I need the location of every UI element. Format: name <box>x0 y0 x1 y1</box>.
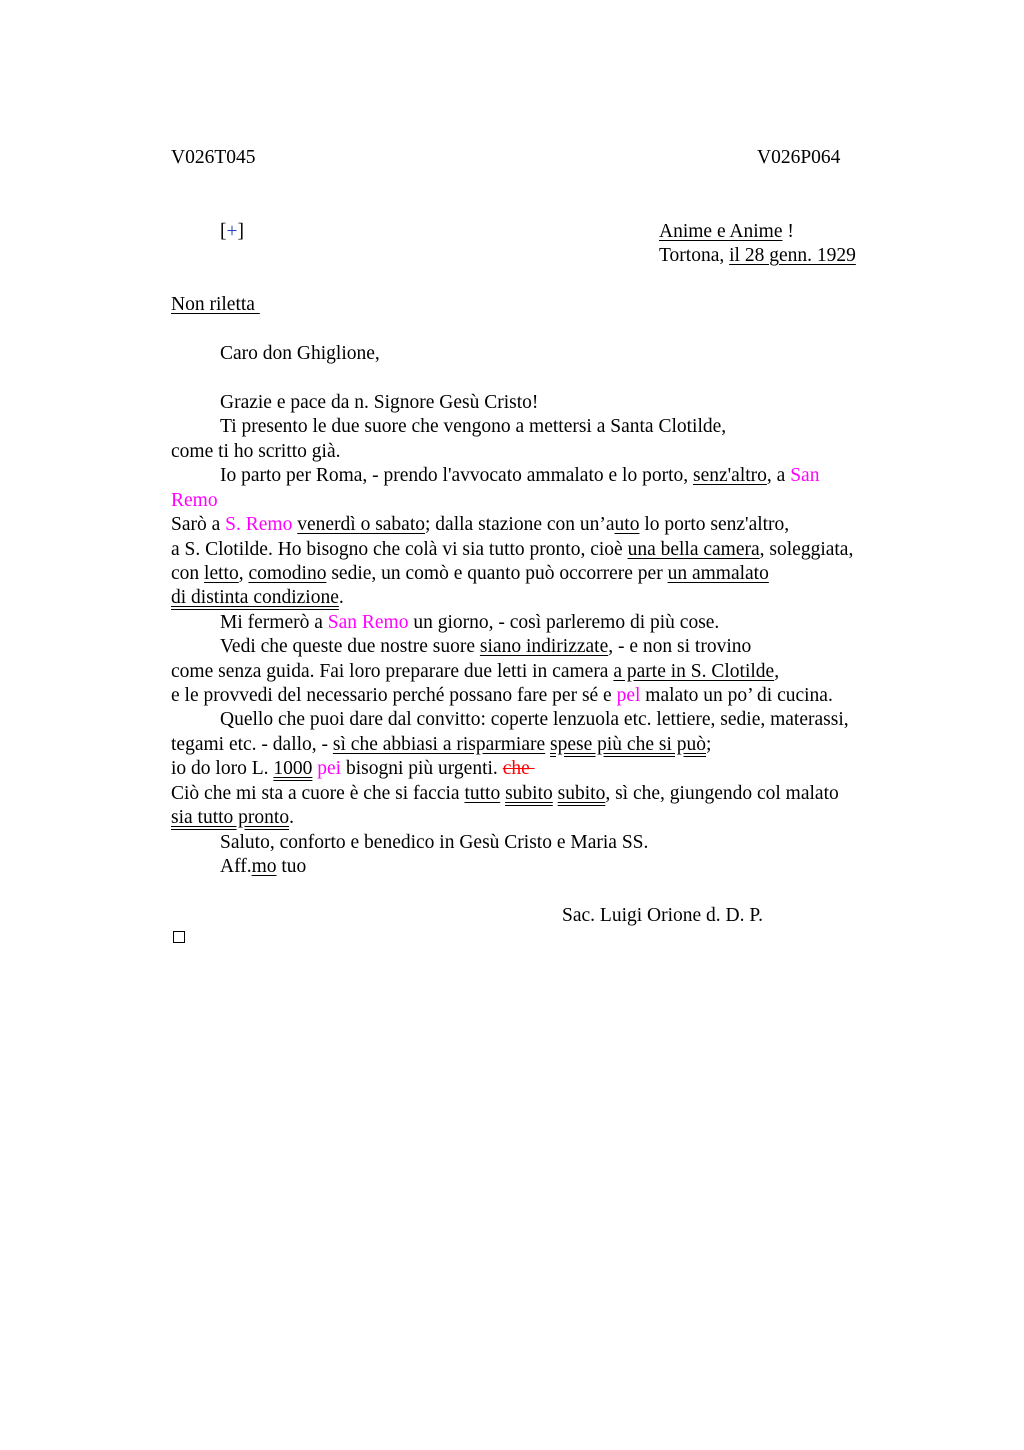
body-line: Saluto, conforto e benedico in Gesù Cristo e Maria SS. <box>220 832 649 853</box>
place-name: S. Remo <box>225 514 293 535</box>
correction-word: pei <box>317 758 342 779</box>
correction-word: pel <box>616 685 641 706</box>
body-line: Io parto per Roma, - prendo l'avvocato ammalato e lo porto, senz'altro, a San <box>220 465 820 486</box>
body-line: Grazie e pace da n. Signore Gesù Cristo! <box>220 392 539 413</box>
body-line: Mi fermerò a San Remo un giorno, - così parleremo di più cose. <box>220 612 720 633</box>
body-line: Vedi che queste due nostre suore siano indirizzate, - e non si trovino <box>220 636 752 657</box>
closing: Aff.mo tuo <box>220 856 307 877</box>
place-name: Remo <box>171 490 218 511</box>
left-code: V026T045 <box>171 147 256 168</box>
cross-icon: + <box>226 221 238 242</box>
body-line: io do loro L. 1000 pei bisogni più urgenti. che <box>171 758 535 779</box>
body-line: di distinta condizione. <box>171 587 344 608</box>
body-line: Ciò che mi sta a cuore è che si faccia tutto subito subito, sì che, giungendo col malato <box>171 783 839 804</box>
body-line: con letto, comodino sedie, un comò e quanto può occorrere per un ammalato <box>171 563 769 584</box>
body-line: tegami etc. - dallo, - sì che abbiasi a risparmiare spese più che si può; <box>171 734 712 755</box>
body-line: e le provvedi del necessario perché possano fare per sé e pel malato un po’ di cucina. <box>171 685 833 706</box>
right-code: V026P064 <box>757 147 841 168</box>
not-reread-note: Non riletta <box>171 294 260 315</box>
struck-word: che <box>502 758 535 779</box>
body-line: come senza guida. Fai loro preparare due letti in camera a parte in S. Clotilde, <box>171 661 780 682</box>
signature: Sac. Luigi Orione d. D. P. <box>562 905 763 926</box>
body-line: Ti presento le due suore che vengono a mettersi a Santa Clotilde, <box>220 416 727 437</box>
cross-mark: [+] <box>220 221 244 242</box>
body-line <box>171 489 218 513</box>
place-name: San Remo <box>327 612 409 633</box>
heading-title: Anime e Anime ! <box>659 221 794 242</box>
body-line: sia tutto pronto. <box>171 807 294 828</box>
body-line: Sarò a S. Remo venerdì o sabato; dalla stazione con un’auto lo porto senz'altro, <box>171 514 790 535</box>
place-name: San <box>790 465 820 486</box>
body-line: come ti ho scritto già. <box>171 441 341 462</box>
salutation: Caro don Ghiglione, <box>220 343 380 364</box>
body-line: Quello che puoi dare dal convitto: coperte lenzuola etc. lettiere, sedie, materassi, <box>220 709 849 730</box>
body-line: a S. Clotilde. Ho bisogno che colà vi sia tutto pronto, cioè una bella camera, soleggiata, <box>171 539 854 560</box>
place-date: Tortona, il 28 genn. 1929 <box>659 245 856 266</box>
end-box-icon <box>173 926 185 950</box>
